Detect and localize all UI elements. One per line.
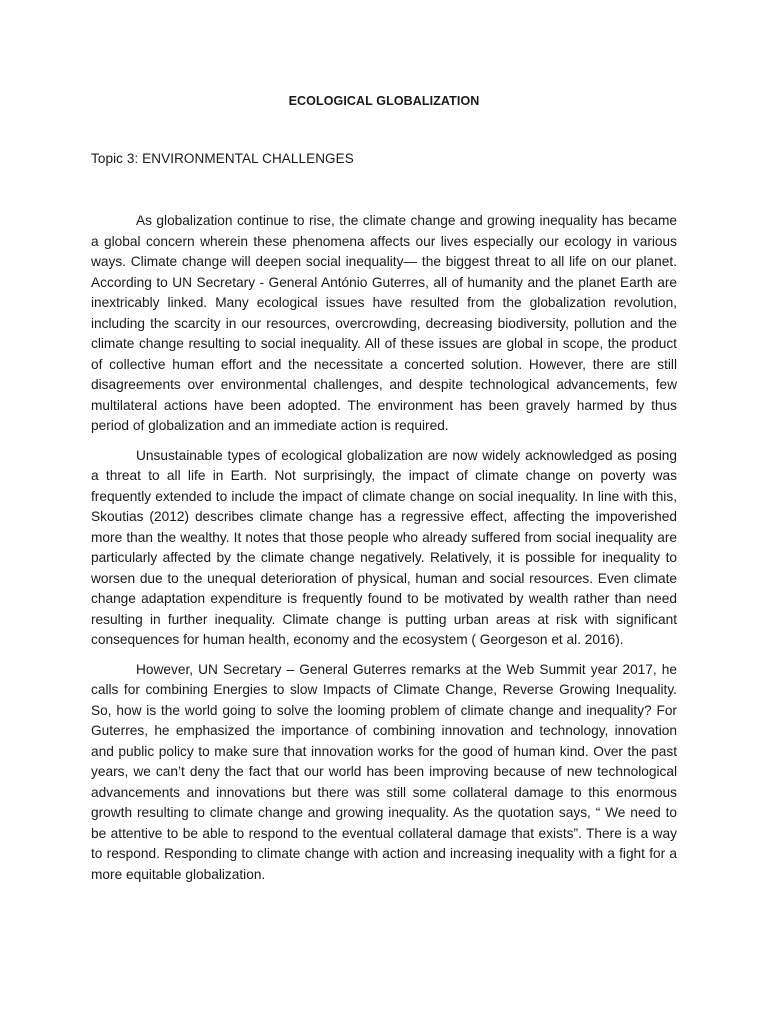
paragraph-3: However, UN Secretary – General Guterres remarks at the Web Summit year 2017, he calls for combining Energies to slow Impacts of Climate Change, Reverse Growing Inequality. So, how is the world going to solve the looming problem of climate change and inequality? For Guterres, he emphasized the importance of combining innovation and technology, innovation and public policy to make sure that innovation works for the good of human kind. Over the past years, we can’t deny the fact that our world has been improving because of new technological advancements and innovations but there was still some collateral damage to this enormous growth resulting to climate change and growing inequality. As the quotation says, “ We need to be attentive to be able to respond to the eventual collateral damage that exists”. There is a way to respond. Responding to climate change with action and increasing inequality with a fight for a more equitable globalization. <box>91 661 677 882</box>
document-body <box>91 211 677 894</box>
paragraph-1: As globalization continue to rise, the climate change and growing inequality has became a global concern wherein these phenomena affects our lives especially our ecology in various ways. Climate change will deepen social inequality— the biggest threat to all life on our planet. According to UN Secretary - General António Guterres, all of humanity and the planet Earth are inextricably linked. Many ecological issues have resulted from the globalization revolution, including the scarcity in our resources, overcrowding, decreasing biodiversity, pollution and the climate change resulting to social inequality. All of these issues are global in scope, the product of collective human effort and the necessitate a concerted solution. However, there are still disagreements over environmental challenges, and despite technological advancements, few multilateral actions have been adopted. The environment has been gravely harmed by thus period of globalization and an immediate action is required. <box>91 213 677 433</box>
document-title: ECOLOGICAL GLOBALIZATION <box>288 94 480 108</box>
paragraph-2: Unsustainable types of ecological globalization are now widely acknowledged as posing a threat to all life in Earth. Not surprisingly, the impact of climate change on poverty was frequently extended to include the impact of climate change on social inequality. In line with this, Skoutias (2012) describes climate change has a regressive effect, affecting the impoverished more than the wealthy. It notes that those people who already suffered from social inequality are particularly affected by the climate change negatively. Relatively, it is possible for inequality to worsen due to the unequal deterioration of physical, human and social resources. Even climate change adaptation expenditure is frequently found to be motivated by wealth rather than need resulting in further inequality. Climate change is putting urban areas at risk with significant consequences for human health, economy and the ecosystem ( Georgeson et al. 2016). <box>91 447 677 647</box>
topic-heading: Topic 3: ENVIRONMENTAL CHALLENGES <box>91 151 354 166</box>
